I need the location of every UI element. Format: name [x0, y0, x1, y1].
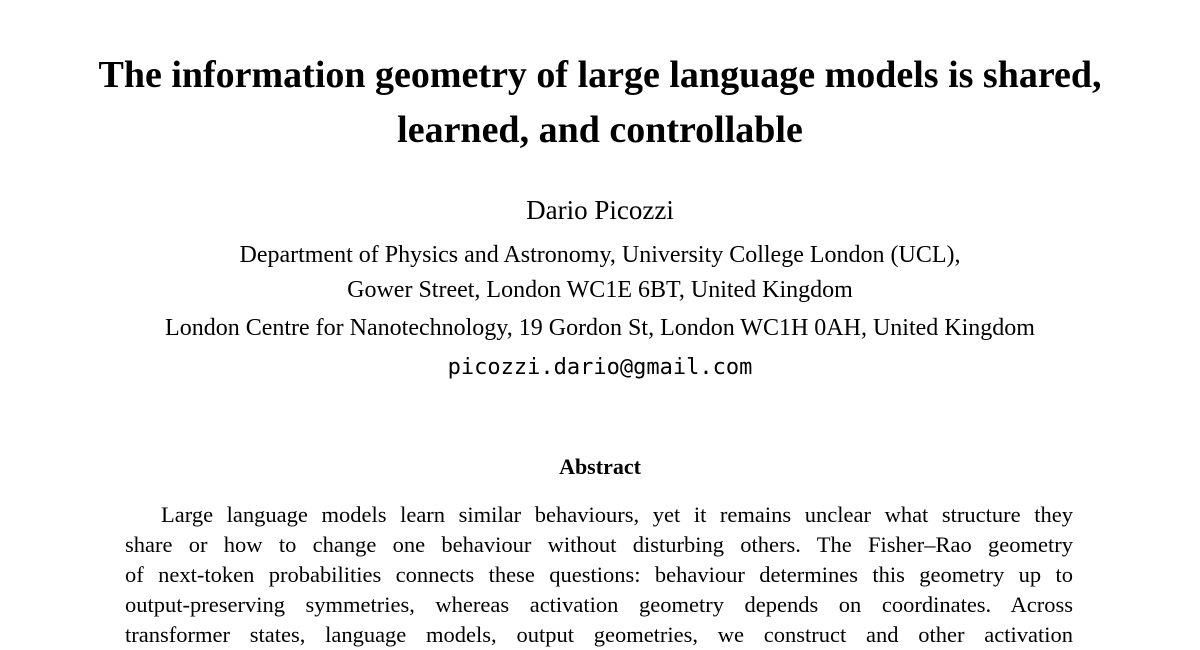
abstract-line: transformer states, language models, output geometries, we construct and other activation [125, 622, 1073, 647]
title-line: learned, and controllable [397, 109, 803, 151]
abstract-line: share or how to change one behaviour without disturbing others. The Fisher–Rao geometry [125, 532, 1073, 557]
affiliation-line: Department of Physics and Astronomy, University College London (UCL), [239, 242, 961, 268]
abstract-line: output-preserving symmetries, whereas activation geometry depends on coordinates. Across [125, 592, 1073, 617]
author-name: Dario Picozzi [526, 195, 674, 225]
title-line: The information geometry of large language models is shared, [98, 54, 1102, 96]
affiliation-line: Gower Street, London WC1E 6BT, United Kingdom [347, 277, 853, 303]
paper-title [40, 48, 1160, 158]
affiliation-line: London Centre for Nanotechnology, 19 Gordon St, London WC1H 0AH, United Kingdom [165, 315, 1035, 341]
abstract-heading: Abstract [559, 454, 641, 479]
author-email: picozzi.dario@gmail.com [447, 355, 753, 380]
abstract-line: of next-token probabilities connects these questions: behaviour determines this geometry up to [125, 562, 1073, 587]
abstract-line: Large language models learn similar behaviours, yet it remains unclear what structure they [161, 502, 1073, 527]
